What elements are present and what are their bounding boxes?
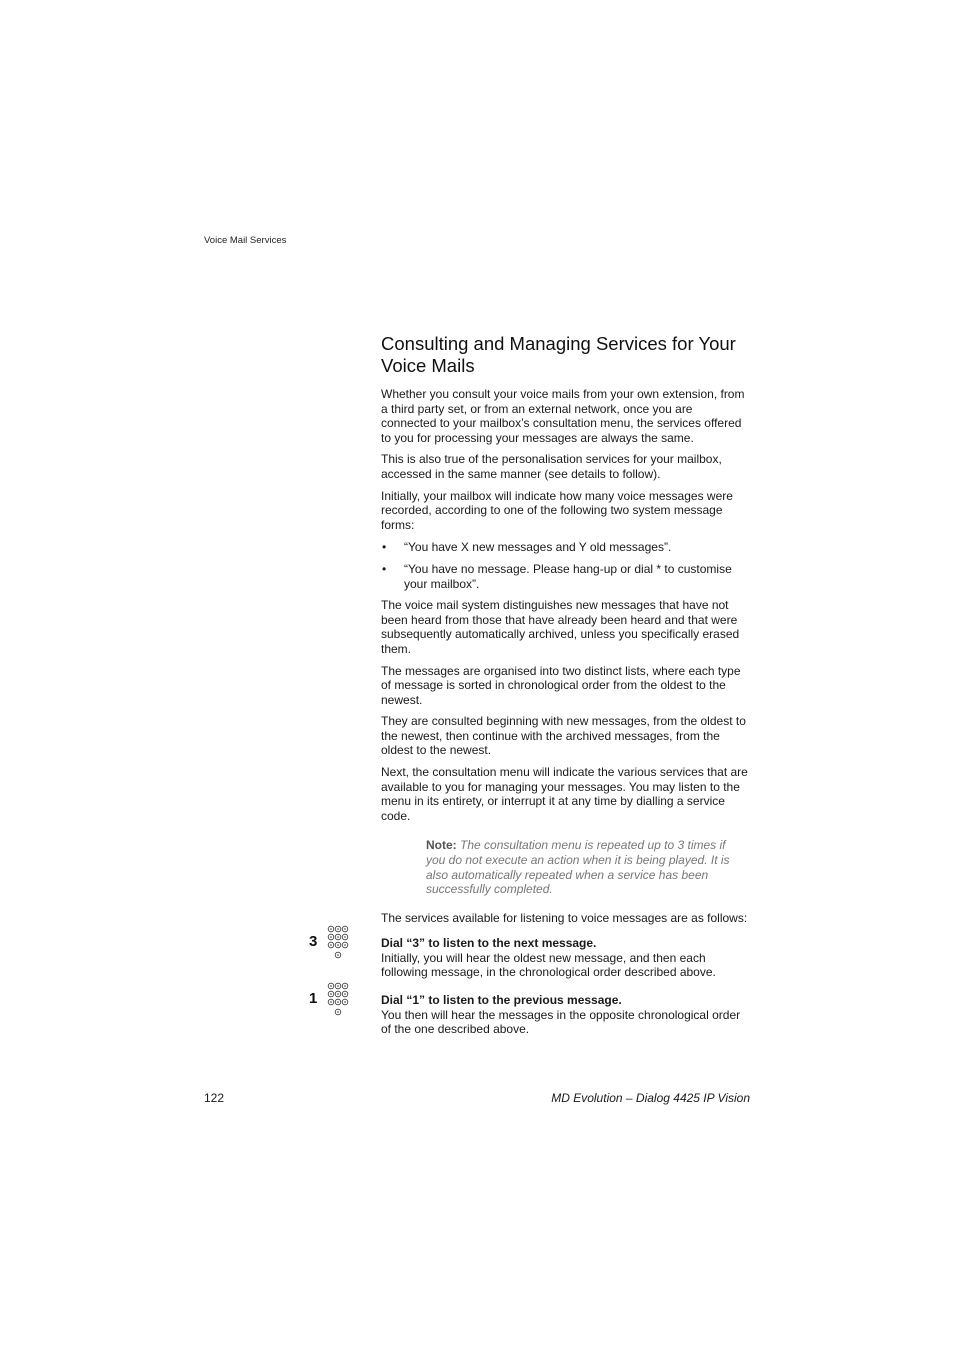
paragraph: Whether you consult your voice mails from your own extension, from a third party set, or from an external network, once you are connected to your mailbox’s consultation menu, the services offered to you for processing your messages are always the same. xyxy=(381,387,745,445)
paragraph: They are consulted beginning with new messages, from the oldest to the newest, then continue with the archived messages, from the oldest to the newest. xyxy=(381,714,746,758)
list-item xyxy=(381,540,751,555)
services-intro: The services available for listening to voice messages are as follows: xyxy=(381,910,748,925)
main-content xyxy=(381,333,751,932)
dialpad-icon xyxy=(326,982,354,1017)
message-forms-list xyxy=(381,540,751,591)
step-title: Dial “3” to listen to the next message. xyxy=(381,936,597,950)
key-digit: 3 xyxy=(309,933,318,950)
step-title: Dial “1” to listen to the previous message. xyxy=(381,993,622,1007)
running-head: Voice Mail Services xyxy=(204,235,287,246)
key-digit: 1 xyxy=(309,990,318,1007)
service-step xyxy=(381,993,751,1037)
note-text: The consultation menu is repeated up to 3 times if you do not execute an action when it is being played. It is also automatically repeated when a service has been successfully completed. xyxy=(426,838,730,897)
document-title: MD Evolution – Dialog 4425 IP Vision xyxy=(551,1091,750,1105)
keypad-icon xyxy=(309,925,354,959)
paragraph: The messages are organised into two distinct lists, where each type of message is sorted in chronological order from the oldest to the newest. xyxy=(381,663,741,707)
keypad-icon xyxy=(309,982,354,1016)
list-item xyxy=(381,562,751,591)
step-description: You then will hear the messages in the opposite chronological order of the one described above. xyxy=(381,1007,741,1037)
page-number: 122 xyxy=(204,1091,225,1105)
note-box xyxy=(426,838,748,896)
bullet-glyph: • xyxy=(382,561,387,576)
section-title: Consulting and Managing Services for Your Voice Mails xyxy=(381,333,736,376)
list-item-text: “You have no message. Please hang-up or dial * to customise your mailbox”. xyxy=(404,561,732,591)
paragraph: Next, the consultation menu will indicate the various services that are available to you for managing your messages. You may listen to the menu in its entirety, or interrupt it at any time by dialling a service code. xyxy=(381,765,748,823)
service-step xyxy=(381,936,751,980)
step-description: Initially, you will hear the oldest new message, and then each following message, in the chronological order described above. xyxy=(381,950,716,980)
paragraph: Initially, your mailbox will indicate how many voice messages were recorded, according to one of the following two system message forms: xyxy=(381,488,733,532)
dialpad-icon xyxy=(326,925,354,960)
bullet-glyph: • xyxy=(382,540,387,555)
note-label: Note: xyxy=(426,838,457,853)
list-item-text: “You have X new messages and Y old messages”. xyxy=(404,540,672,555)
paragraph: This is also true of the personalisation services for your mailbox, accessed in the same manner (see details to follow). xyxy=(381,452,722,481)
paragraph: The voice mail system distinguishes new messages that have not been heard from those that have already been heard and that were subsequently automatically archived, unless you specifically erased them. xyxy=(381,598,740,656)
